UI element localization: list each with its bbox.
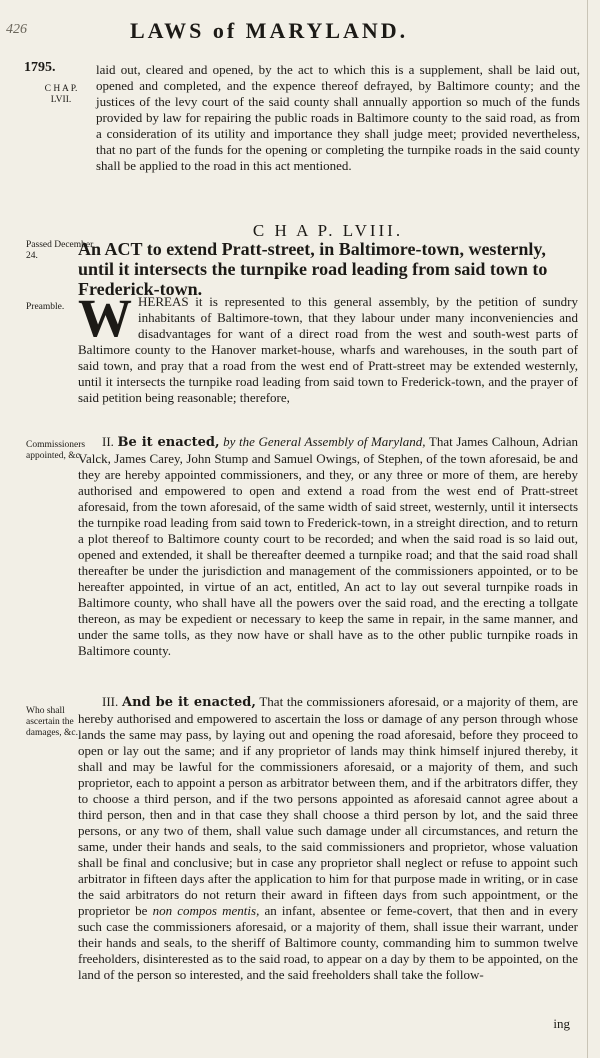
section-3-number: III. — [102, 694, 119, 709]
section-3-enacting-clause: And be it enacted, — [121, 695, 256, 710]
page-number: 426 — [6, 22, 27, 37]
margin-preamble: Preamble. — [26, 302, 65, 312]
section-3-latin-term: non compos mentis, — [152, 903, 260, 918]
margin-passed-date: Passed December 24. — [26, 240, 94, 261]
chap-58-heading: C H A P. LVIII. — [252, 221, 404, 240]
dropcap-letter: W — [78, 288, 132, 348]
margin-chap-label: C H A P. — [44, 84, 78, 94]
section-2-enacting-clause: Be it enacted, — [117, 435, 220, 450]
margin-commissioners: Commissioners appointed, &c. — [26, 440, 86, 461]
chap-57-text — [96, 62, 580, 174]
catchword: ing — [553, 1016, 570, 1031]
section-3-text — [78, 694, 578, 983]
margin-chap-number: LVII. — [50, 95, 72, 105]
section-2-paragraph: That James Calhoun, Adrian Valck, James Carey, John Stump and Samuel Owings, of Stephen, of the town aforesaid, be and they are hereby appointed commissioners, and they, or any three or more of them, are hereby authorised and empowered to open and extend a road from the west end of Pratt-street aforesaid, from the town aforesaid, of the same width of said street, westernly, until it intersects the turnpike road leading from said town to Frederick-town, in a streight direction, and to return a plot thereof to Baltimore county court to be recorded; and when the said road is so laid out, opened and extended, it shall be thereafter deemed a turnpike road; and that the said road shall thereafter be under the jurisdiction and management of the commissioners appointed, or to be hereafter appointed, in virtue of an act, entitled, An act to lay out several turnpike roads in Baltimore county, who shall have all the powers over the said road, and the erecting a tollgate thereon, as may be expedient or necessary to keep the same in repair, in the same manner, and under the same tolls, as they now have or shall have as to the other public turnpike roads in Baltimore county. — [78, 434, 579, 658]
preamble-paragraph: HEREAS it is represented to this general assembly, by the petition of sundry inhabitants of Baltimore-town, that they labour under many inconveniencies and disadvantages for want of a direct road from the west and south-west parts of Baltimore county to the Hanover market-house, wharfs and warehouses, in the south part of said town, and pray that a road from the west end of Pratt-street may be extended westernly, until it intersects the turnpike road leading from said town to Frederick-town, and the prayer of said petition being reasonable; therefore, — [78, 294, 578, 405]
margin-chap-57 — [26, 84, 96, 106]
running-head: LAWS of MARYLAND. — [130, 18, 409, 43]
page-edge-line — [587, 0, 588, 1058]
margin-year: 1795. — [24, 60, 56, 75]
section-2-authority: by the General Assembly of Maryland, — [223, 434, 426, 449]
act-title: An ACT to extend Pratt-street, in Baltimore-town, westernly, until it intersects the turnpike road leading from said town to Frederick-town. — [78, 239, 548, 299]
chap-57-paragraph: laid out, cleared and opened, by the act to which this is a supplement, shall be laid out, opened and completed, and the expence thereof defrayed, by Baltimore county; and the justices of the levy court of the said county shall annually apportion so much of the funds provided by law for repairing the public roads in Baltimore county to the said road, as from a consideration of its utility and importance they shall judge meet; provided nevertheless, that no part of the funds for the opening or completing the turnpike roads in the said county shall be applied to the road in this act mentioned. — [96, 62, 580, 173]
preamble-text — [78, 288, 578, 406]
section-2-number: II. — [102, 434, 114, 449]
section-3-paragraph-b: an infant, absentee or feme-covert, that then and in every such case the commissioners aforesaid, or a majority of them, shall issue their warrant, under their hands and seals, to the sheriff of Baltimore county, commanding him to summon twelve freeholders, disinterested as to the said road, to appear on a day by them to be appointed, on the land of the person so interested, and the said freeholders shall take the follow- — [78, 903, 579, 982]
section-2-text — [78, 434, 578, 659]
margin-damages: Who shall ascertain the damages, &c. — [26, 706, 78, 738]
section-3-paragraph-a: That the commissioners aforesaid, or a majority of them, are hereby authorised and empowered to ascertain the loss or damage of any person through whose lands the same may pass, by laying out and opening the road aforesaid, before they proceed to open or lay out the same; and if any proprietor of lands may think himself injured thereby, it shall and may be lawful for the commissioners aforesaid, or a majority of them, and such proprietor, each to appoint a person as arbitrator between them, and if the arbitrators differ, they to choose a third person, and if the two persons appointed as aforesaid cannot agree about a third person, then and in that case they shall choose a third person by lot, and the said three persons, or any two of them, shall value such damage under all circumstances, and return the same, under their hands and seals, to the said commissioners and proprietor, whose valuation shall be final and conclusive; but in case any proprietor shall neglect or refuse to appoint such arbitrator in fifteen days after the application to him for that purpose made in writing, or in case the said arbitrators do not return their award in fifteen days from such appointment, or the proprietor be — [78, 694, 579, 918]
